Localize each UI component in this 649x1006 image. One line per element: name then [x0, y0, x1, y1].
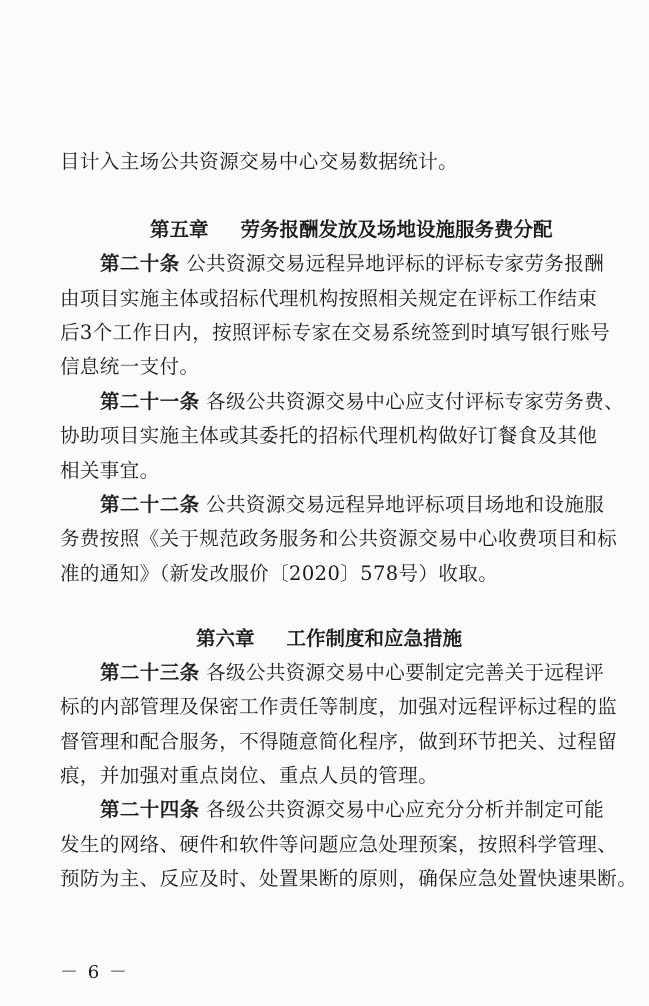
article-23-heading: 第二十三条 [100, 661, 200, 684]
chapter-6-heading [196, 622, 462, 656]
article-24-heading: 第二十四条 [100, 798, 200, 821]
continuation-line: 目计入主场公共资源交易中心交易数据统计。 [60, 150, 459, 173]
article-23-line-3: 督管理和配合服务，不得随意简化程序，做到环节把关、过程留 [60, 730, 618, 753]
article-20-text-1: 公共资源交易远程异地评标的评标专家劳务报酬 [186, 252, 605, 275]
chapter-6-title: 工作制度和应急措施 [286, 627, 463, 650]
chapter-6-number: 第六章 [196, 627, 255, 650]
article-24-line-1 [100, 793, 605, 827]
article-20-line-3: 后3个工作日内，按照评标专家在交易系统签到时填写银行账号 [60, 321, 611, 344]
article-21-line-1 [100, 385, 625, 419]
article-22-line-3: 准的通知》（新发改服价〔2020〕578号）收取。 [60, 562, 499, 585]
page-number: － 6 － [60, 962, 129, 983]
article-24-line-3: 预防为主、反应及时、处置果断的原则，确保应急处置快速果断。 [60, 867, 638, 890]
article-22-heading: 第二十二条 [100, 493, 200, 516]
article-22-line-2: 务费按照《关于规范政务服务和公共资源交易中心收费项目和标 [60, 527, 618, 550]
article-22-line-1 [100, 488, 605, 522]
chapter-5-heading [150, 213, 553, 247]
article-24-text-1: 各级公共资源交易中心应充分分析并制定可能 [206, 798, 605, 821]
chapter-5-number: 第五章 [150, 218, 209, 241]
article-20-line-2: 由项目实施主体或招标代理机构按照相关规定在评标工作结束 [60, 287, 598, 310]
article-20-line-4: 信息统一支付。 [60, 355, 200, 378]
article-20-heading: 第二十条 [100, 252, 180, 275]
chapter-5-title: 劳务报酬发放及场地设施服务费分配 [240, 218, 553, 241]
article-23-line-4: 痕，并加强对重点岗位、重点人员的管理。 [60, 764, 439, 787]
article-23-line-2: 标的内部管理及保密工作责任等制度，加强对远程评标过程的监 [60, 695, 618, 718]
article-23-line-1 [100, 656, 605, 690]
article-21-text-1: 各级公共资源交易中心应支付评标专家劳务费、 [206, 390, 625, 413]
article-24-line-2: 发生的网络、硬件和软件等问题应急处理预案，按照科学管理、 [60, 833, 618, 856]
article-21-line-2: 协助项目实施主体或其委托的招标代理机构做好订餐食及其他 [60, 424, 598, 447]
article-21-heading: 第二十一条 [100, 390, 200, 413]
article-20-line-1 [100, 247, 605, 281]
article-23-text-1: 各级公共资源交易中心要制定完善关于远程评 [206, 661, 605, 684]
article-21-line-3: 相关事宜。 [60, 459, 160, 482]
article-22-text-1: 公共资源交易远程异地评标项目场地和设施服 [206, 493, 605, 516]
